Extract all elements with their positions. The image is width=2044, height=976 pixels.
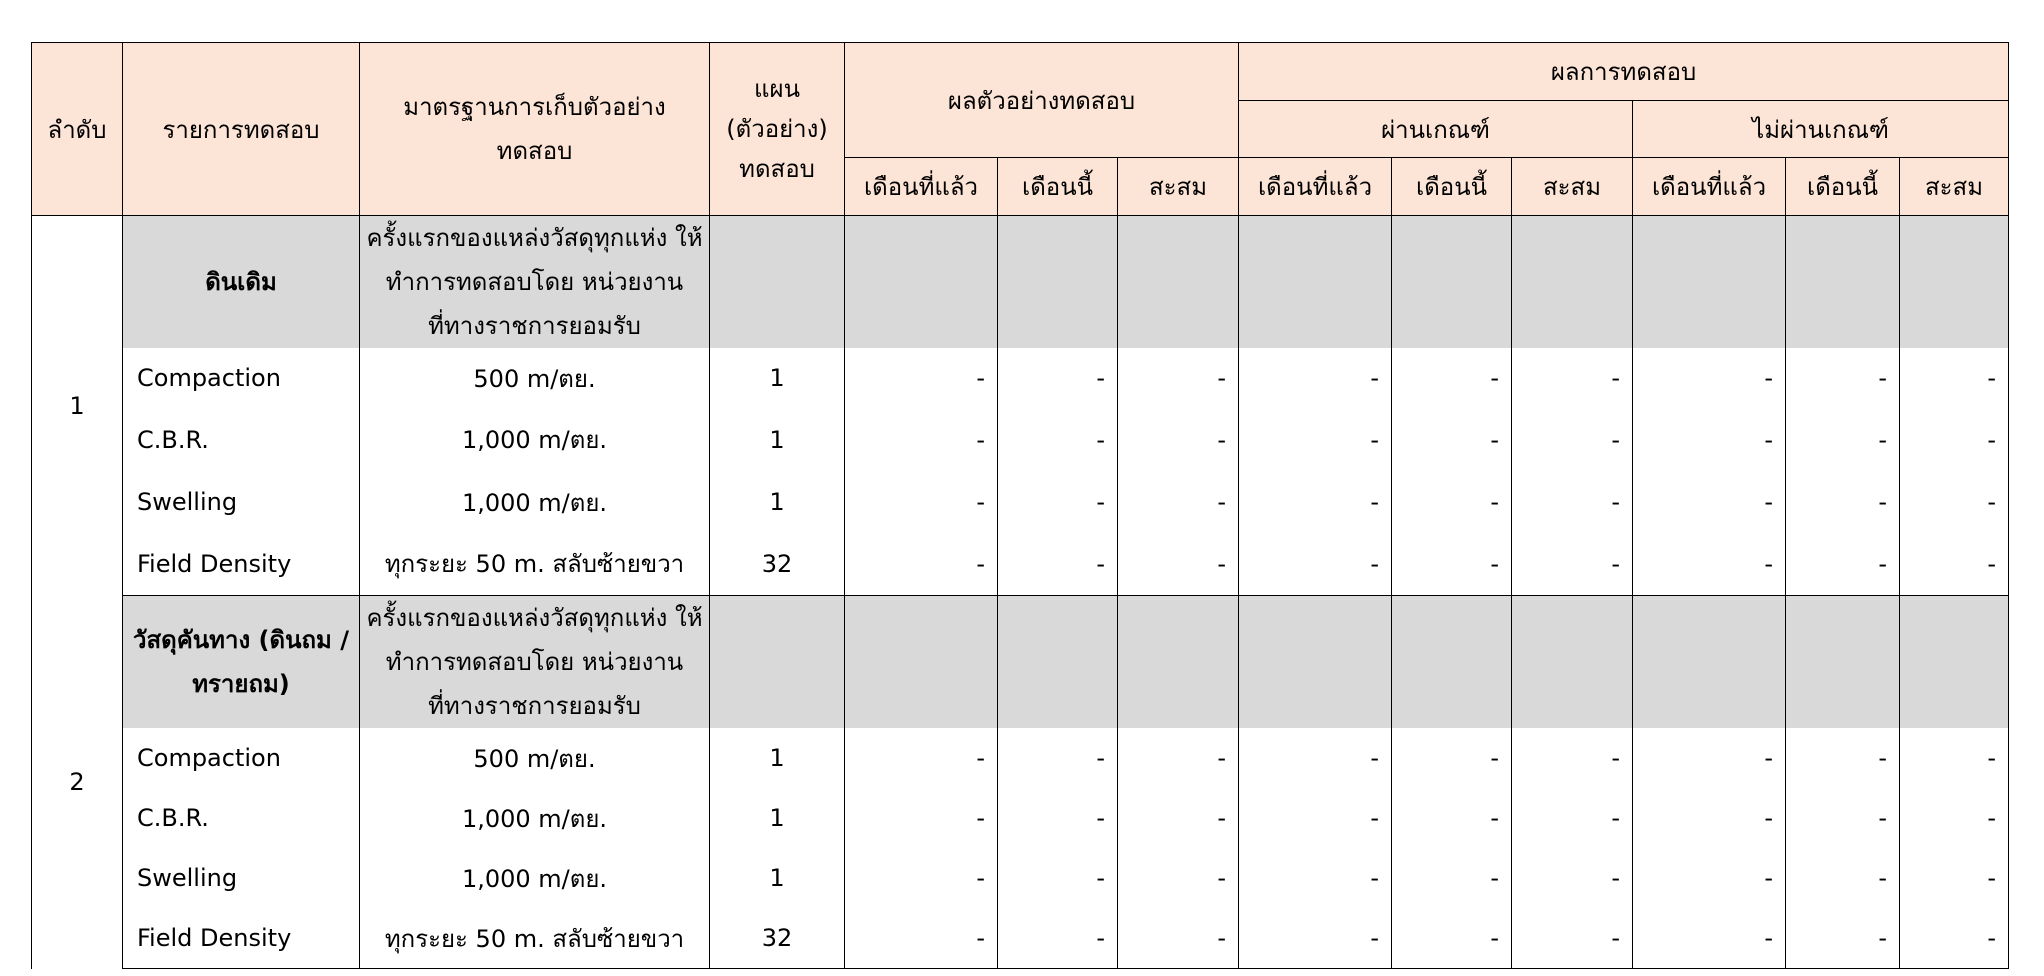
result-value-cell: - <box>1239 471 1392 533</box>
test-item-standard: 1,000 m/ตย. <box>360 471 710 533</box>
test-results-sheet <box>31 42 2008 954</box>
group-value-cell <box>845 595 998 728</box>
result-value-cell: - <box>998 408 1118 471</box>
header-sample-last-month: เดือนที่แล้ว <box>845 158 998 216</box>
test-item-name: Compaction <box>123 728 360 788</box>
result-value-cell: - <box>1900 348 2009 408</box>
group-value-cell <box>1118 216 1239 349</box>
result-value-cell: - <box>1512 728 1633 788</box>
group-plan-cell <box>710 216 845 349</box>
result-value-cell: - <box>998 848 1118 908</box>
result-value-cell: - <box>845 728 998 788</box>
group-value-cell <box>998 216 1118 349</box>
header-pass-cumulative: สะสม <box>1512 158 1633 216</box>
result-value-cell: - <box>1239 908 1392 969</box>
group-value-cell <box>1118 595 1239 728</box>
result-value-cell: - <box>1239 408 1392 471</box>
header-standard: มาตรฐานการเก็บตัวอย่างทดสอบ <box>360 43 710 216</box>
result-value-cell: - <box>1392 788 1512 848</box>
result-value-cell: - <box>1118 348 1239 408</box>
table-row <box>32 348 2009 408</box>
test-item-name: C.B.R. <box>123 788 360 848</box>
group-value-cell <box>1633 595 1786 728</box>
result-value-cell: - <box>1786 533 1900 595</box>
table-row <box>32 408 2009 471</box>
result-value-cell: - <box>1786 848 1900 908</box>
test-item-name: C.B.R. <box>123 408 360 471</box>
row-number: 1 <box>32 216 123 596</box>
group-name: ดินเดิม <box>123 216 360 349</box>
result-value-cell: - <box>1633 533 1786 595</box>
header-fail-cumulative: สะสม <box>1900 158 2009 216</box>
group-value-cell <box>845 216 998 349</box>
table-row <box>32 471 2009 533</box>
group-value-cell <box>1786 595 1900 728</box>
header-plan: แผน (ตัวอย่าง) ทดสอบ <box>710 43 845 216</box>
table-row <box>32 788 2009 848</box>
header-no: ลำดับ <box>32 43 123 216</box>
group-value-cell <box>1633 216 1786 349</box>
result-value-cell: - <box>998 533 1118 595</box>
result-value-cell: - <box>1392 848 1512 908</box>
group-value-cell <box>1512 595 1633 728</box>
result-value-cell: - <box>1633 348 1786 408</box>
test-item-plan: 32 <box>710 533 845 595</box>
group-standard: ครั้งแรกของแหล่งวัสดุทุกแห่ง ให้ทำการทดสอบโดย หน่วยงานที่ทางราชการยอมรับ <box>360 216 710 349</box>
group-value-cell <box>1900 216 2009 349</box>
test-item-name: Swelling <box>123 848 360 908</box>
result-value-cell: - <box>1392 728 1512 788</box>
result-value-cell: - <box>1118 408 1239 471</box>
test-item-standard: 1,000 m/ตย. <box>360 408 710 471</box>
group-standard: ครั้งแรกของแหล่งวัสดุทุกแห่ง ให้ทำการทดสอบโดย หน่วยงานที่ทางราชการยอมรับ <box>360 595 710 728</box>
result-value-cell: - <box>1633 788 1786 848</box>
test-item-standard: ทุกระยะ 50 m. สลับซ้ายขวา <box>360 533 710 595</box>
result-value-cell: - <box>1392 533 1512 595</box>
group-plan-cell <box>710 595 845 728</box>
header-pass-last-month: เดือนที่แล้ว <box>1239 158 1392 216</box>
result-value-cell: - <box>1512 533 1633 595</box>
header-item: รายการทดสอบ <box>123 43 360 216</box>
group-value-cell <box>1512 216 1633 349</box>
test-item-name: Swelling <box>123 471 360 533</box>
result-value-cell: - <box>1392 348 1512 408</box>
result-value-cell: - <box>1900 408 2009 471</box>
result-value-cell: - <box>1118 788 1239 848</box>
result-value-cell: - <box>1786 471 1900 533</box>
result-value-cell: - <box>1900 728 2009 788</box>
test-item-name: Compaction <box>123 348 360 408</box>
result-value-cell: - <box>998 471 1118 533</box>
result-value-cell: - <box>1900 908 2009 969</box>
group-value-cell <box>1786 216 1900 349</box>
header-pass: ผ่านเกณฑ์ <box>1239 101 1633 158</box>
result-value-cell: - <box>998 728 1118 788</box>
result-value-cell: - <box>1239 533 1392 595</box>
result-value-cell: - <box>998 908 1118 969</box>
test-item-name: Field Density <box>123 533 360 595</box>
group-value-cell <box>1392 595 1512 728</box>
result-value-cell: - <box>1786 728 1900 788</box>
test-item-standard: ทุกระยะ 50 m. สลับซ้ายขวา <box>360 908 710 969</box>
group-name: วัสดุคันทาง (ดินถม / ทรายถม) <box>123 595 360 728</box>
header-fail: ไม่ผ่านเกณฑ์ <box>1633 101 2009 158</box>
header-sample-results: ผลตัวอย่างทดสอบ <box>845 43 1239 158</box>
test-item-plan: 1 <box>710 408 845 471</box>
table-row <box>32 533 2009 595</box>
result-value-cell: - <box>1239 848 1392 908</box>
result-value-cell: - <box>845 533 998 595</box>
test-item-plan: 1 <box>710 728 845 788</box>
group-value-cell <box>1392 216 1512 349</box>
group-value-cell <box>1900 595 2009 728</box>
result-value-cell: - <box>1786 408 1900 471</box>
result-value-cell: - <box>1900 533 2009 595</box>
result-value-cell: - <box>845 788 998 848</box>
test-item-standard: 500 m/ตย. <box>360 728 710 788</box>
result-value-cell: - <box>845 348 998 408</box>
table-header <box>32 43 2009 216</box>
result-value-cell: - <box>998 348 1118 408</box>
test-item-name: Field Density <box>123 908 360 969</box>
result-value-cell: - <box>1512 788 1633 848</box>
result-value-cell: - <box>1900 788 2009 848</box>
header-test-results: ผลการทดสอบ <box>1239 43 2009 101</box>
result-value-cell: - <box>845 408 998 471</box>
result-value-cell: - <box>1633 908 1786 969</box>
result-value-cell: - <box>1786 908 1900 969</box>
result-value-cell: - <box>1118 533 1239 595</box>
test-item-standard: 500 m/ตย. <box>360 348 710 408</box>
table-row <box>32 908 2009 969</box>
result-value-cell: - <box>1512 848 1633 908</box>
result-value-cell: - <box>1239 348 1392 408</box>
group-value-cell <box>998 595 1118 728</box>
result-value-cell: - <box>1786 348 1900 408</box>
test-item-plan: 1 <box>710 471 845 533</box>
result-value-cell: - <box>1633 408 1786 471</box>
result-value-cell: - <box>1118 848 1239 908</box>
result-value-cell: - <box>1118 908 1239 969</box>
row-number: 2 <box>32 595 123 969</box>
result-value-cell: - <box>1118 728 1239 788</box>
result-value-cell: - <box>1239 728 1392 788</box>
result-value-cell: - <box>845 908 998 969</box>
result-value-cell: - <box>1239 788 1392 848</box>
result-value-cell: - <box>1512 471 1633 533</box>
test-item-plan: 1 <box>710 788 845 848</box>
result-value-cell: - <box>1118 471 1239 533</box>
result-value-cell: - <box>845 471 998 533</box>
result-value-cell: - <box>1512 348 1633 408</box>
test-item-plan: 1 <box>710 348 845 408</box>
table-body <box>32 216 2009 969</box>
group-value-cell <box>1239 216 1392 349</box>
result-value-cell: - <box>1633 471 1786 533</box>
result-value-cell: - <box>1392 408 1512 471</box>
header-fail-this-month: เดือนนี้ <box>1786 158 1900 216</box>
result-value-cell: - <box>1633 848 1786 908</box>
result-value-cell: - <box>845 848 998 908</box>
result-value-cell: - <box>998 788 1118 848</box>
test-item-plan: 1 <box>710 848 845 908</box>
result-value-cell: - <box>1392 908 1512 969</box>
header-sample-cumulative: สะสม <box>1118 158 1239 216</box>
group-row <box>32 216 2009 349</box>
table-row <box>32 848 2009 908</box>
header-fail-last-month: เดือนที่แล้ว <box>1633 158 1786 216</box>
test-item-standard: 1,000 m/ตย. <box>360 788 710 848</box>
test-item-plan: 32 <box>710 908 845 969</box>
test-item-standard: 1,000 m/ตย. <box>360 848 710 908</box>
result-value-cell: - <box>1900 848 2009 908</box>
group-row <box>32 595 2009 728</box>
result-value-cell: - <box>1392 471 1512 533</box>
result-value-cell: - <box>1633 728 1786 788</box>
result-value-cell: - <box>1900 471 2009 533</box>
result-value-cell: - <box>1786 788 1900 848</box>
table-row <box>32 728 2009 788</box>
header-pass-this-month: เดือนนี้ <box>1392 158 1512 216</box>
group-value-cell <box>1239 595 1392 728</box>
result-value-cell: - <box>1512 408 1633 471</box>
test-results-table <box>31 42 2009 969</box>
result-value-cell: - <box>1512 908 1633 969</box>
header-sample-this-month: เดือนนี้ <box>998 158 1118 216</box>
